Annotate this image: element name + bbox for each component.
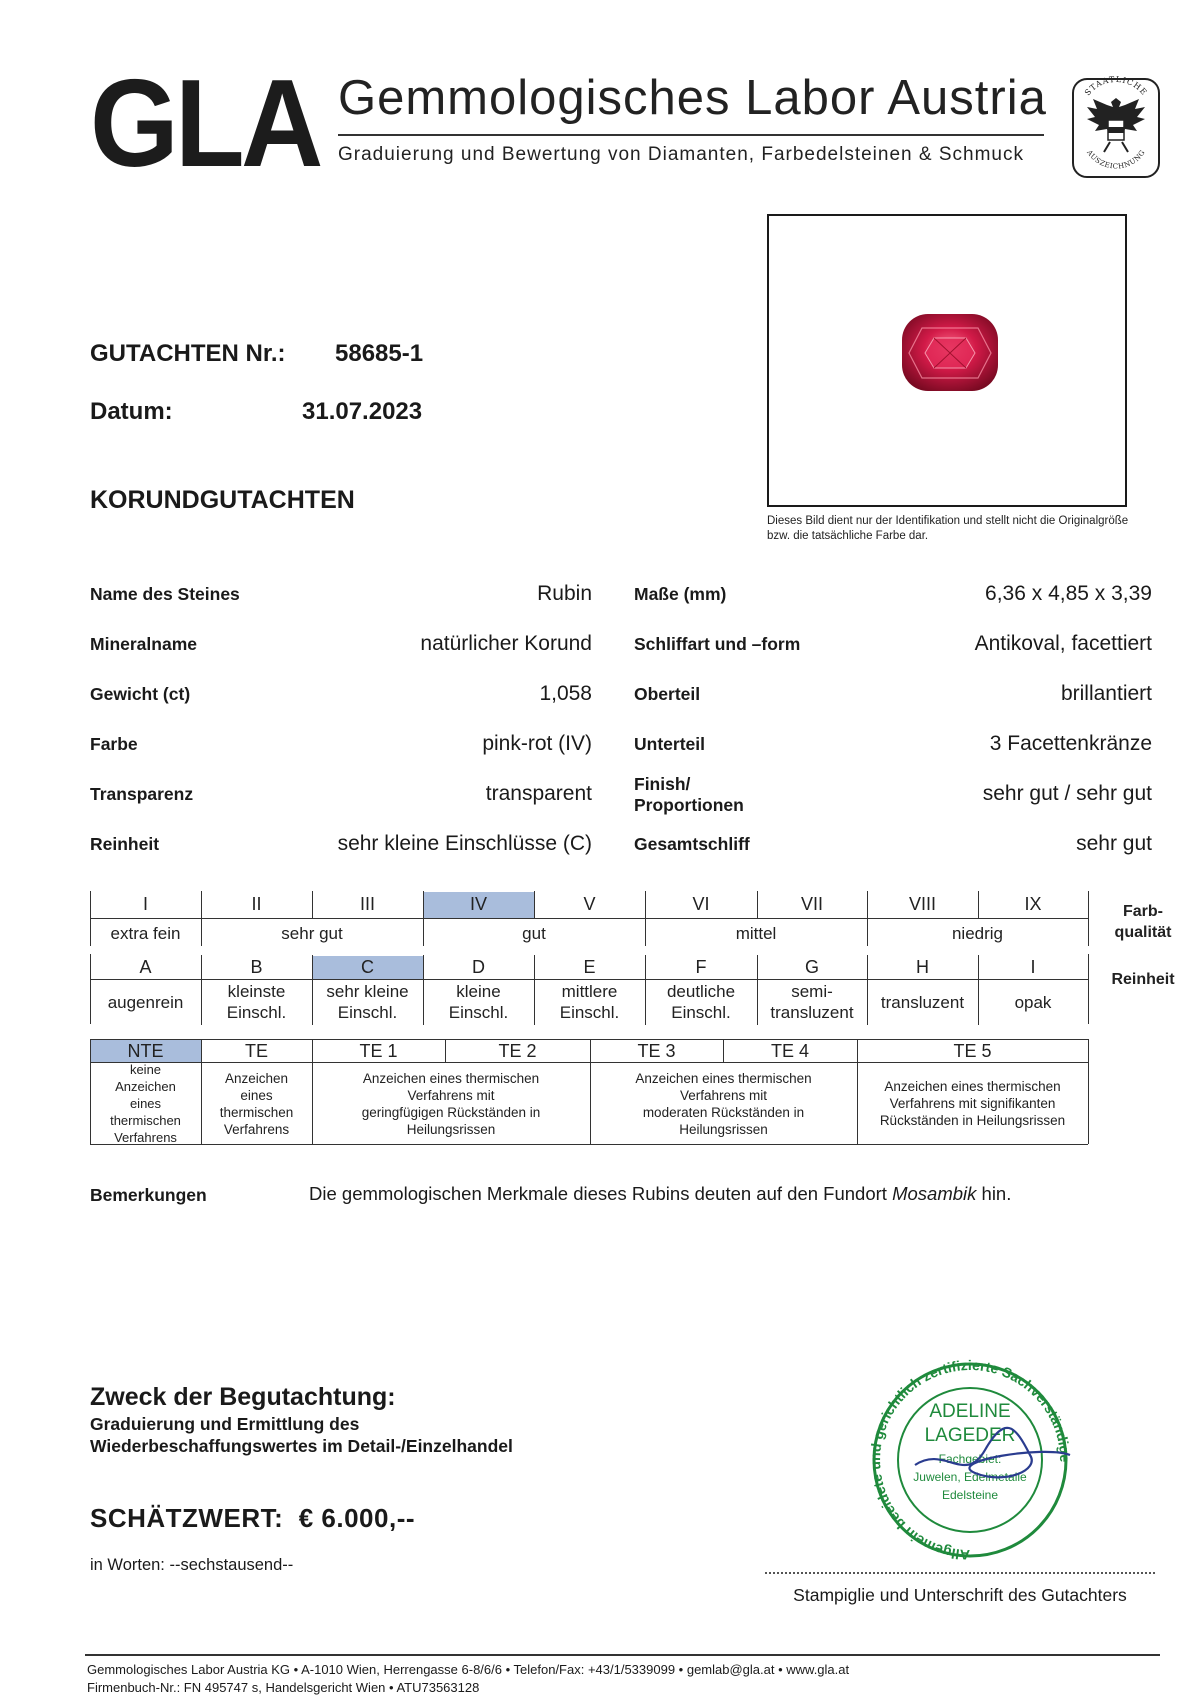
clarity-grade-cell xyxy=(312,957,423,978)
color-grade-cell-text: IX xyxy=(1024,894,1042,914)
clarity-description-cell xyxy=(534,980,645,1024)
treatment-description-text: Anzeichen eines thermischen Verfahrens mit geringfügigen Rückständen in Heilungsrissen xyxy=(361,1070,541,1137)
ruby-image xyxy=(769,216,1125,505)
clarity-description-cell xyxy=(978,980,1088,1024)
clarity-grade-cell-text: G xyxy=(804,957,819,977)
clarity-grade-cell-text: A xyxy=(139,957,152,977)
austrian-eagle-icon xyxy=(1070,76,1162,180)
clarity-grade-cell-text: B xyxy=(250,957,263,977)
property-label: Gesamtschliff xyxy=(634,834,750,854)
treatment-code-cell-text: TE xyxy=(244,1041,268,1061)
color-grade-cell xyxy=(90,894,201,915)
valuation-amount: € 6.000,-- xyxy=(298,1503,416,1533)
clarity-description-cell-text: augenrein xyxy=(107,992,184,1012)
color-group-cell xyxy=(90,923,201,944)
treatment-code-cell xyxy=(90,1041,201,1062)
clarity-grade-cell xyxy=(423,957,534,978)
table-rule xyxy=(90,918,1088,919)
clarity-label-text: Reinheit xyxy=(1111,970,1175,988)
purpose-line-2: Wiederbeschaffungswertes im Detail-/Einzelhandel xyxy=(90,1436,513,1456)
treatment-code-cell-text: TE 3 xyxy=(637,1041,676,1061)
valuation-label: SCHÄTZWERT: xyxy=(90,1503,284,1533)
color-grade-cell xyxy=(423,894,534,915)
clarity-description-cell xyxy=(757,980,867,1024)
property-label: Unterteil xyxy=(634,734,705,754)
svg-text:ADELINE: ADELINE xyxy=(929,1401,1011,1422)
color-group-cell-text: mittel xyxy=(735,924,777,943)
property-label: Mineralname xyxy=(90,634,197,654)
property-label: Finish/ Proportionen xyxy=(634,774,744,815)
clarity-description-cell-text: kleine Einschl. xyxy=(448,982,509,1022)
footer-address: Gemmologisches Labor Austria KG • A-1010 Wien, Herrengasse 6-8/6/6 • Telefon/Fax: +43/1/5339099 • gemlab@gla.at • www.gla.at xyxy=(87,1662,850,1677)
treatment-code-cell-text: TE 2 xyxy=(498,1041,537,1061)
signature-caption: Stampiglie und Unterschrift des Gutachters xyxy=(793,1585,1127,1605)
property-value: natürlicher Korund xyxy=(420,632,592,655)
table-rule xyxy=(1088,1039,1089,1144)
footer-registry: Firmenbuch-Nr.: FN 495747 s, Handelsgericht Wien • ATU73563128 xyxy=(87,1680,480,1695)
treatment-description-cell xyxy=(857,1063,1088,1144)
footer-divider xyxy=(85,1654,1160,1656)
treatment-code-cell xyxy=(857,1041,1088,1062)
clarity-description-cell-text: semi- transluzent xyxy=(770,982,854,1022)
treatment-code-cell-text: TE 1 xyxy=(359,1041,398,1061)
clarity-description-cell xyxy=(201,980,312,1024)
table-rule xyxy=(90,1039,1088,1040)
color-grade-cell xyxy=(867,894,978,915)
property-value: brillantiert xyxy=(1060,682,1152,705)
property-value: Rubin xyxy=(537,582,592,605)
clarity-description-cell xyxy=(312,980,423,1024)
treatment-code-cell xyxy=(312,1041,445,1062)
property-value: sehr gut xyxy=(1076,832,1152,855)
color-quality-label-text: Farb- qualität xyxy=(1114,903,1172,941)
clarity-description-cell xyxy=(645,980,757,1024)
treatment-description-cell xyxy=(312,1063,590,1144)
purpose-line-1: Graduierung und Ermittlung des xyxy=(90,1414,360,1434)
property-value: 3 Facettenkränze xyxy=(989,732,1152,755)
property-value: Antikoval, facettiert xyxy=(974,632,1152,655)
property-value: sehr gut / sehr gut xyxy=(982,782,1152,805)
color-group-cell-text: sehr gut xyxy=(281,924,343,943)
clarity-description-cell-text: mittlere Einschl. xyxy=(559,982,620,1022)
property-value: 1,058 xyxy=(539,682,592,705)
color-grade-cell-text: III xyxy=(359,894,375,914)
treatment-code-cell xyxy=(445,1041,590,1062)
color-grade-cell xyxy=(978,894,1088,915)
clarity-grade-cell xyxy=(867,957,978,978)
svg-text:AUSZEICHNUNG: AUSZEICHNUNG xyxy=(1085,148,1147,171)
color-grade-cell-text: I xyxy=(142,894,148,914)
treatment-code-cell-text: TE 5 xyxy=(953,1041,992,1061)
treatment-description-text: Anzeichen eines thermischen Verfahrens xyxy=(219,1070,294,1137)
clarity-description-cell-text: kleinste Einschl. xyxy=(226,982,287,1022)
property-label: Schliffart und –form xyxy=(634,634,801,654)
color-group-cell-text: gut xyxy=(522,924,546,943)
clarity-description-cell-text: transluzent xyxy=(880,992,965,1012)
property-value: transparent xyxy=(485,782,592,805)
color-grade-cell xyxy=(645,894,757,915)
property-label: Gewicht (ct) xyxy=(90,684,191,704)
treatment-description-cell xyxy=(90,1063,201,1144)
treatment-description-cell xyxy=(201,1063,312,1144)
color-group-cell xyxy=(201,923,423,944)
organization-subtitle: Graduierung und Bewertung von Diamanten, Farbedelsteinen & Schmuck xyxy=(338,144,1024,165)
header-divider xyxy=(338,134,1044,136)
clarity-grade-cell xyxy=(201,957,312,978)
remarks-text: Die gemmologischen Merkmale dieses Rubins deuten auf den Fundort Mosambik hin. xyxy=(309,1183,1012,1204)
treatment-description-text: keine Anzeichen eines thermischen Verfahrens xyxy=(110,1062,181,1145)
color-grade-cell-text: II xyxy=(251,894,262,914)
color-group-cell-text: niedrig xyxy=(951,924,1004,943)
clarity-grade-cell xyxy=(90,957,201,978)
clarity-grade-cell xyxy=(534,957,645,978)
date-label: Datum: xyxy=(90,398,173,425)
valuation xyxy=(90,1503,415,1534)
treatment-code-cell-text: NTE xyxy=(127,1041,164,1061)
property-value: sehr kleine Einschlüsse (C) xyxy=(337,832,592,855)
color-grade-cell-text: VII xyxy=(800,894,823,914)
color-grade-cell xyxy=(312,894,423,915)
color-grade-cell xyxy=(757,894,867,915)
color-quality-label xyxy=(1088,900,1198,944)
color-grade-cell-text: VIII xyxy=(908,894,936,914)
svg-text:Fachgebiet:: Fachgebiet: xyxy=(938,1452,1002,1466)
treatment-description-text: Anzeichen eines thermischen Verfahrens mit signifikanten Rückständen in Heilungsrissen xyxy=(879,1079,1066,1128)
treatment-code-cell xyxy=(201,1041,312,1062)
report-number-label: GUTACHTEN Nr.: xyxy=(90,340,286,367)
property-label: Oberteil xyxy=(634,684,701,704)
clarity-description-cell xyxy=(867,980,978,1024)
svg-text:Allgemein beeidete und gericht: Allgemein beeidete und gerichtlich zertifizierte Sachverständige xyxy=(866,1356,1074,1564)
color-grade-cell xyxy=(534,894,645,915)
property-label: Reinheit xyxy=(90,834,160,854)
property-label: Name des Steines xyxy=(90,584,240,604)
property-value: 6,36 x 4,85 x 3,39 xyxy=(985,582,1152,605)
clarity-grade-cell xyxy=(757,957,867,978)
clarity-grade-cell-text: D xyxy=(472,957,485,977)
property-value: pink-rot (IV) xyxy=(482,732,592,755)
report-date: 31.07.2023 xyxy=(302,398,423,425)
report-number: 58685-1 xyxy=(335,340,424,367)
color-group-cell xyxy=(867,923,1088,944)
signature-line xyxy=(765,1572,1155,1574)
treatment-description-cell xyxy=(590,1063,857,1144)
report-type: KORUNDGUTACHTEN xyxy=(90,486,355,514)
treatment-code-cell xyxy=(590,1041,723,1062)
color-group-cell-text: extra fein xyxy=(110,924,181,943)
stone-photo-frame xyxy=(767,214,1127,507)
treatment-description-text: Anzeichen eines thermischen Verfahrens mit moderaten Rückständen in Heilungsrissen xyxy=(635,1070,812,1137)
color-grade-cell-text: VI xyxy=(692,894,710,914)
color-group-cell xyxy=(423,923,645,944)
valuation-words: in Worten: --sechstausend-- xyxy=(90,1556,294,1574)
table-rule xyxy=(90,1144,1088,1145)
clarity-description-cell-text: deutliche Einschl. xyxy=(666,982,736,1022)
color-grade-cell-text: V xyxy=(583,894,596,914)
color-grade-cell-text: IV xyxy=(469,894,487,914)
clarity-grade-cell-text: F xyxy=(695,957,707,977)
property-label: Maße (mm) xyxy=(634,584,727,604)
color-group-cell xyxy=(645,923,867,944)
clarity-grade-cell-text: C xyxy=(361,957,374,977)
clarity-grade-cell xyxy=(645,957,757,978)
clarity-grade-cell-text: I xyxy=(1030,957,1036,977)
clarity-grade-cell-text: E xyxy=(583,957,596,977)
photo-caption: Dieses Bild dient nur der Identifikation und stellt nicht die Originalgröße bzw. die tatsächliche Farbe dar. xyxy=(767,515,1129,542)
svg-text:Edelsteine: Edelsteine xyxy=(941,1488,999,1502)
clarity-label xyxy=(1088,968,1198,990)
color-grade-cell xyxy=(201,894,312,915)
appraiser-stamp xyxy=(855,1355,1085,1565)
svg-text:STAATLICHE: STAATLICHE xyxy=(1083,76,1149,98)
svg-text:Juwelen, Edelmetalle: Juwelen, Edelmetalle xyxy=(913,1470,1027,1484)
clarity-grade-cell-text: H xyxy=(916,957,929,977)
treatment-code-cell xyxy=(723,1041,857,1062)
clarity-description-cell-text: opak xyxy=(1014,992,1052,1012)
clarity-description-cell-text: sehr kleine Einschl. xyxy=(326,982,409,1022)
clarity-description-cell xyxy=(423,980,534,1024)
organization-name: Gemmologisches Labor Austria xyxy=(338,71,1047,125)
property-label: Transparenz xyxy=(90,784,194,804)
property-label: Farbe xyxy=(90,734,138,754)
treatment-code-cell-text: TE 4 xyxy=(770,1041,809,1061)
clarity-description-cell xyxy=(90,980,201,1024)
gla-logo: GLA xyxy=(90,55,320,193)
remarks-label: Bemerkungen xyxy=(90,1185,207,1205)
clarity-grade-cell xyxy=(978,957,1088,978)
purpose-title: Zweck der Begutachtung: xyxy=(90,1383,396,1411)
svg-text:LAGEDER: LAGEDER xyxy=(924,1425,1016,1446)
